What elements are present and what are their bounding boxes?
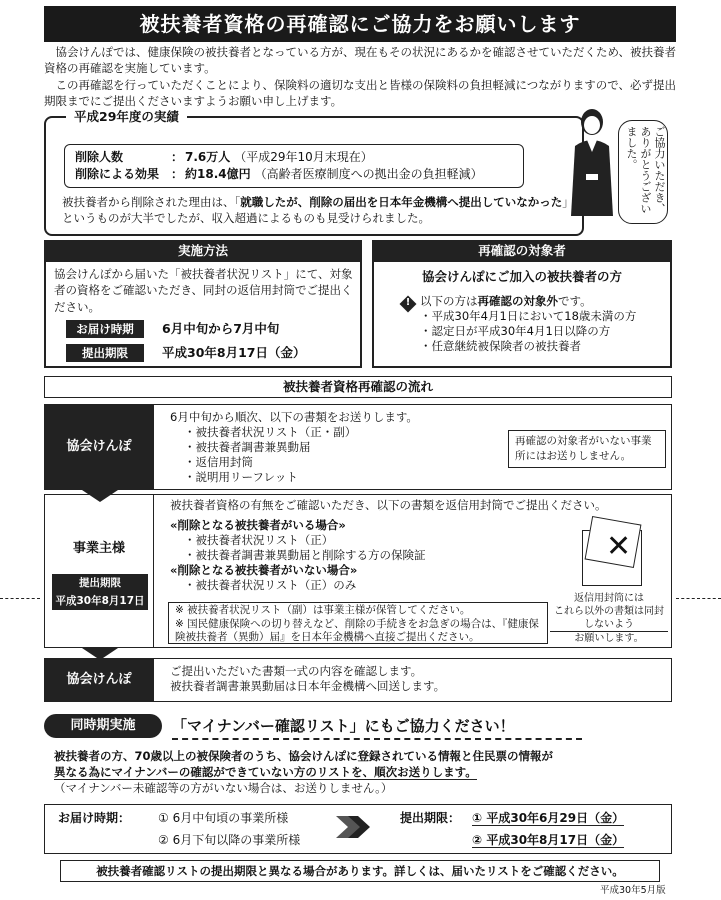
list-item: ・被扶養者調書兼異動届と削除する方の保険証 — [184, 548, 426, 562]
speech-bubble-text: ご協力いただき、ありがとうございました。 — [625, 126, 666, 214]
step-2-label: 事業主様 — [72, 541, 125, 556]
exclusion-intro-a: 以下の方は — [420, 294, 478, 308]
case-2-items — [170, 578, 550, 593]
caution-line: ※ 国民健康保険への切り替えなど、削除の手続きをお急ぎの場合は、『健康保険被扶養者（異動）届』を日本年金機構へ直接ご提出ください。 — [175, 617, 539, 643]
list-item: ・被扶養者状況リスト（正）のみ — [184, 578, 357, 592]
exclusion-intro-b: です。 — [558, 294, 592, 308]
schedule-delivery-label: お届け時期： — [58, 811, 131, 825]
schedule-deadline-1-text: ① 平成30年6月29日（金） — [472, 811, 625, 825]
staff-person-illustration — [565, 104, 619, 222]
stats-colon: ： — [171, 167, 184, 181]
schedule-deadline-2-text: ② 平成30年8月17日（金） — [472, 833, 625, 847]
method-heading: 実施方法 — [44, 240, 362, 262]
schedule-deadline-1 — [472, 808, 624, 828]
results-text-b: 」というものが大半でしたが、収入超過によるものも見受けられました。 — [62, 195, 568, 226]
stats-value: 約18.4億円 — [185, 167, 251, 181]
stats-row-effect — [75, 166, 513, 183]
stats-colon: ： — [171, 150, 184, 164]
step-2-deadline-label: 提出期限 — [79, 577, 121, 589]
list-item: ・返信用封筒 — [184, 455, 253, 469]
step-3-label: 協会けんぽ — [44, 658, 154, 702]
schedule-deadline-2 — [472, 830, 624, 850]
schedule-deadline-label: 提出期限： — [400, 811, 461, 825]
target-heading: 再確認の対象者 — [372, 240, 672, 262]
results-heading: 平成29年度の実績 — [66, 108, 187, 126]
step-1-label: 協会けんぽ — [44, 404, 154, 490]
list-item: ・被扶養者状況リスト（正） — [184, 533, 334, 547]
step-1-text — [170, 410, 510, 485]
stats-row-deletions — [75, 149, 513, 166]
mynumber-text — [54, 748, 674, 796]
intro-paragraph-1: 協会けんぽでは、健康保険の被扶養者となっている方が、現在もその状況にあるかを確認させていただくため、被扶養者資格の再確認を実施しています。 — [44, 45, 677, 76]
stats-note: （平成29年10月末現在） — [234, 150, 373, 164]
exclusion-item: ・任意継続被保険者の被扶養者 — [420, 339, 581, 353]
step-2-cases — [170, 518, 550, 593]
cut-line-right — [676, 598, 721, 599]
list-item: ・被扶養者状況リスト（正・副） — [184, 425, 357, 439]
mynumber-line — [54, 764, 674, 780]
exclusion-intro-bold: 再確認の対象外 — [477, 294, 558, 308]
cross-mark-icon: ✕ — [606, 529, 632, 564]
case-heading: «削除となる被扶養者がいない場合» — [170, 563, 358, 577]
envelope-caption-underlined: これら以外の書類は同封しないよう — [550, 605, 668, 632]
envelope-caption-b: お願いします。 — [574, 633, 644, 644]
intro-text — [44, 44, 684, 109]
edition-label: 平成30年5月版 — [600, 885, 666, 896]
mynumber-heading: 「マイナンバー確認リスト」にもご協力ください！ — [172, 714, 582, 740]
stats-value: 7.6万人 — [185, 150, 231, 164]
case-1-items — [170, 533, 550, 563]
list-item: ・説明用リーフレット — [184, 470, 298, 484]
target-subheading: 協会けんぽにご加入の被扶養者の方 — [421, 269, 622, 284]
delivery-period-value: 6月中旬から7月中旬 — [162, 321, 280, 336]
envelope-caption-a: 返信用封筒には — [574, 593, 644, 604]
stats-label: 削除による効果 — [75, 167, 160, 181]
flow-heading: 被扶養者資格再確認の流れ — [44, 376, 672, 398]
step-2-caution — [168, 602, 548, 644]
step-2-deadline-value: 平成30年8月17日 — [55, 595, 145, 607]
mynumber-line: （マイナンバー未確認等の方がいない場合は、お送りしません。） — [54, 781, 393, 795]
stats-box — [64, 144, 524, 188]
schedule-delivery-2: ② 6月下旬以降の事業所様 — [158, 833, 301, 847]
list-item: ・被扶養者調書兼異動届 — [184, 440, 311, 454]
delivery-period-label: お届け時期 — [66, 320, 144, 338]
deadline-value: 平成30年8月17日（金） — [162, 345, 306, 360]
stats-note: （高齢者医療制度への拠出金の負担軽減） — [254, 167, 483, 181]
step-3-line: ご提出いただいた書類一式の内容を確認します。 — [170, 664, 423, 678]
step-2-intro: 被扶養者資格の有無をご確認いただき、以下の書類を返信用封筒でご提出ください。 — [170, 498, 607, 512]
exclusion-item: ・認定日が平成30年4月1日以降の方 — [420, 324, 611, 338]
method-text: 協会けんぽから届いた「被扶養者状況リスト」にて、対象者の資格をご確認いただき、同封の返信用封筒でご提出ください。 — [54, 267, 353, 314]
exclusion-intro — [420, 294, 670, 309]
exclamation-icon: ! — [405, 297, 411, 308]
page-title: 被扶養者資格の再確認にご協力をお願いします — [44, 6, 676, 42]
footer-notice: 被扶養者確認リストの提出期限と異なる場合があります。詳しくは、届いたリストをご確認ください。 — [60, 860, 660, 882]
mynumber-line: 被扶養者の方、70歳以上の被保険者のうち、協会けんぽに登録されている情報と住民票の情報が — [54, 749, 553, 763]
step-1-note: 再確認の対象者がいない事業所にはお送りしません。 — [508, 430, 666, 468]
step-1-items — [170, 425, 510, 485]
intro-paragraph-2: この再確認を行っていただくことにより、保険料の適切な支出と皆様の保険料の負担軽減につながりますので、必ず提出期限までにご提出くださいますようお願い申し上げます。 — [44, 77, 677, 108]
results-text-a: 被扶養者から削除された理由は、「 — [62, 195, 241, 209]
mynumber-line-2: 異なる為にマイナンバーの確認ができていない方のリストを、順次お送りします。 — [54, 765, 477, 779]
chevron-right-icon — [334, 814, 374, 840]
target-exclusions — [420, 294, 670, 354]
cut-line-left — [0, 598, 40, 599]
caution-line: ※ 被扶養者状況リスト（副）は事業主様が保管してください。 — [175, 604, 471, 616]
step-3-text — [170, 664, 670, 694]
simultaneous-badge: 同時期実施 — [44, 714, 162, 738]
stats-label: 削除人数 — [75, 150, 124, 164]
step-1-intro: 6月中旬から順次、以下の書類をお送りします。 — [170, 410, 418, 424]
step-3-line: 被扶養者調書兼異動届は日本年金機構へ回送します。 — [170, 679, 446, 693]
schedule-delivery-1: ① 6月中旬頃の事業所様 — [158, 811, 289, 825]
case-heading: «削除となる被扶養者がいる場合» — [170, 518, 346, 532]
exclusion-item: ・平成30年4月1日において18歳未満の方 — [420, 309, 637, 323]
envelope-caption — [550, 592, 668, 645]
step-2-deadline — [52, 574, 148, 610]
results-text — [62, 194, 572, 227]
step-2-left-column — [44, 494, 154, 648]
deadline-label: 提出期限 — [66, 344, 144, 362]
results-text-bold: 就職したが、削除の届出を日本年金機構へ提出していなかった — [240, 195, 563, 209]
